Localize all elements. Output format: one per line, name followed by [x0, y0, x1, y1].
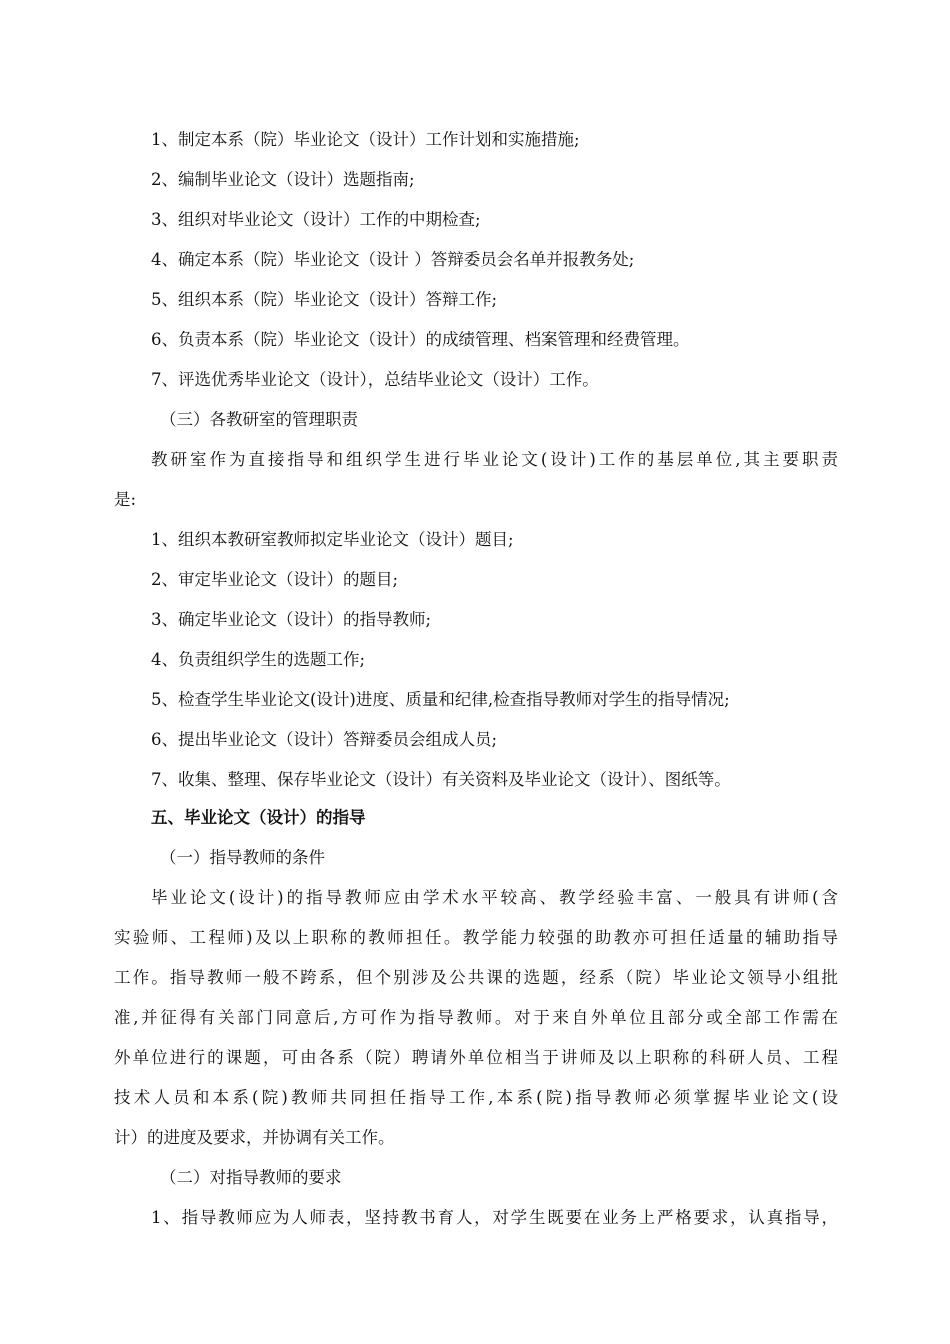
list-item: 4、负责组织学生的选题工作;	[151, 650, 366, 669]
subsection-heading: （三）各教研室的管理职责	[160, 410, 358, 429]
subsection-heading: （二）对指导教师的要求	[160, 1168, 342, 1187]
list-item: 2、编制毕业论文（设计）选题指南;	[151, 170, 415, 189]
list-item: 7、评选优秀毕业论文（设计），总结毕业论文（设计）工作。	[151, 370, 599, 389]
paragraph-line: 技术人员和本系(院)教师共同担任指导工作,本系(院)指导教师必须掌握毕业论文(设	[114, 1088, 838, 1107]
list-item: 5、检查学生毕业论文(设计)进度、质量和纪律,检查指导教师对学生的指导情况;	[151, 690, 730, 709]
list-item: 6、负责本系（院）毕业论文（设计）的成绩管理、档案管理和经费管理。	[151, 330, 690, 349]
paragraph-line: 工作。指导教师一般不跨系，但个别涉及公共课的选题，经系（院）毕业论文领导小组批	[114, 968, 838, 987]
list-item: 2、审定毕业论文（设计）的题目;	[151, 570, 399, 589]
list-item: 3、确定毕业论文（设计）的指导教师;	[151, 610, 432, 629]
list-item: 6、提出毕业论文（设计）答辩委员会组成人员;	[151, 730, 498, 749]
list-item: 5、组织本系（院）毕业论文（设计）答辩工作;	[151, 290, 498, 309]
paragraph-line: 毕业论文(设计)的指导教师应由学术水平较高、教学经验丰富、一般具有讲师(含	[151, 888, 838, 907]
list-item: 4、确定本系（院）毕业论文（设计 ）答辩委员会名单并报教务处;	[151, 250, 635, 269]
list-item: 1、组织本教研室教师拟定毕业论文（设计）题目;	[151, 530, 514, 549]
paragraph-line: 实验师、工程师)及以上职称的教师担任。教学能力较强的助教亦可担任适量的辅助指导	[114, 928, 838, 947]
paragraph-line: 教研室作为直接指导和组织学生进行毕业论文(设计)工作的基层单位,其主要职责	[151, 450, 838, 469]
list-item: 7、收集、整理、保存毕业论文（设计）有关资料及毕业论文（设计）、图纸等。	[151, 770, 731, 789]
paragraph-line: 准,并征得有关部门同意后,方可作为指导教师。对于来自外单位且部分或全部工作需在	[114, 1008, 838, 1027]
list-item: 1、制定本系（院）毕业论文（设计）工作计划和实施措施;	[151, 130, 580, 149]
list-item: 3、组织对毕业论文（设计）工作的中期检查;	[151, 210, 481, 229]
subsection-heading: （一）指导教师的条件	[160, 848, 325, 867]
paragraph-line: 计）的进度及要求，并协调有关工作。	[114, 1128, 395, 1147]
paragraph-line: 外单位进行的课题，可由各系（院）聘请外单位相当于讲师及以上职称的科研人员、工程	[114, 1048, 838, 1067]
section-heading: 五、毕业论文（设计）的指导	[151, 808, 366, 827]
paragraph-line: 是:	[114, 490, 137, 509]
paragraph-line: 1、指导教师应为人师表，坚持教书育人，对学生既要在业务上严格要求，认真指导，	[151, 1208, 838, 1227]
